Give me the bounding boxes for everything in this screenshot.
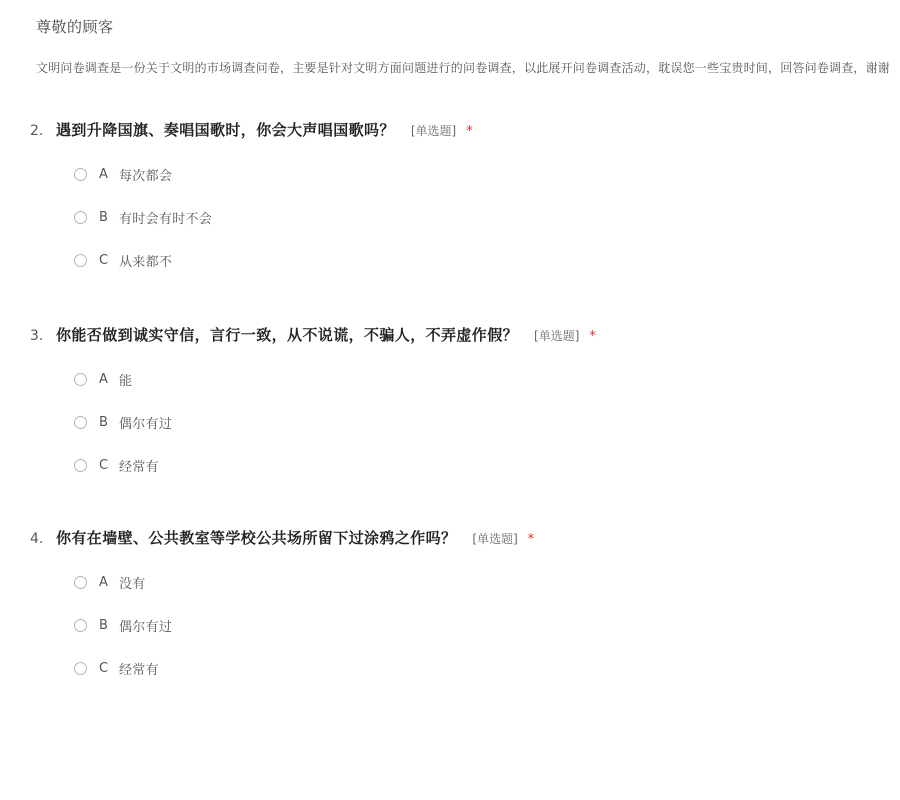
- question-type-label: [单选题]: [472, 531, 518, 546]
- option-letter: C: [99, 458, 109, 474]
- radio-icon[interactable]: [74, 662, 87, 675]
- survey-description: 文明问卷调查是一份关于文明的市场调查问卷，主要是针对文明方面问题进行的问卷调查，以此展开问卷调查活动，耽误您一些宝贵时间，回答问卷调查，谢谢: [36, 61, 891, 75]
- question-header: [30, 118, 900, 143]
- option-letter: A: [99, 167, 108, 183]
- option-letter: C: [99, 660, 109, 676]
- option-letter: B: [99, 617, 108, 633]
- question-type-label: [单选题]: [534, 328, 580, 343]
- option-list: [30, 550, 900, 682]
- option-letter: B: [99, 210, 108, 226]
- option-label: 没有: [119, 576, 146, 592]
- option-list: [30, 348, 900, 480]
- radio-icon[interactable]: [74, 459, 87, 472]
- radio-icon[interactable]: [74, 211, 87, 224]
- radio-icon[interactable]: [74, 416, 87, 429]
- option-label: 能: [119, 374, 133, 390]
- question-number: 2.: [30, 123, 44, 139]
- question-text: 你有在墙壁、公共教室等学校公共场所留下过涂鸦之作吗？: [56, 528, 457, 547]
- option-label: 从来都不: [119, 255, 173, 271]
- question-header: [30, 526, 900, 551]
- required-marker: *: [527, 531, 535, 547]
- option-row[interactable]: [74, 247, 900, 275]
- question-text: 遇到升降国旗、奏唱国歌时，你会大声唱国歌吗？: [56, 121, 395, 139]
- question-number: 3.: [30, 327, 44, 344]
- option-row[interactable]: [74, 452, 900, 480]
- question-number: 4.: [30, 530, 44, 547]
- required-marker: *: [466, 124, 473, 139]
- question-type-label: [单选题]: [410, 124, 457, 138]
- option-label: 经常有: [119, 460, 159, 476]
- radio-icon[interactable]: [74, 168, 87, 181]
- option-letter: B: [99, 415, 108, 431]
- option-list: [30, 143, 900, 275]
- option-label: 经常有: [119, 662, 159, 678]
- option-letter: A: [99, 574, 108, 590]
- radio-icon[interactable]: [74, 373, 87, 386]
- option-label: 偶尔有过: [119, 619, 173, 635]
- question-text: 你能否做到诚实守信，言行一致，从不说谎，不骗人，不弄虚作假？: [56, 325, 519, 344]
- option-row[interactable]: [74, 161, 900, 189]
- option-row[interactable]: [74, 204, 900, 232]
- option-row[interactable]: [74, 366, 900, 394]
- option-letter: A: [99, 372, 108, 388]
- option-letter: C: [99, 253, 109, 269]
- option-label: 每次都会: [119, 169, 173, 185]
- question-item: [0, 118, 900, 275]
- required-marker: *: [589, 328, 596, 344]
- page-title: 尊敬的顾客: [36, 18, 114, 36]
- radio-icon[interactable]: [74, 254, 87, 267]
- option-row[interactable]: [74, 611, 900, 639]
- question-list: [0, 76, 900, 682]
- question-item: [0, 526, 900, 683]
- option-label: 有时会有时不会: [119, 212, 213, 228]
- radio-icon[interactable]: [74, 576, 87, 589]
- radio-icon[interactable]: [74, 619, 87, 632]
- option-label: 偶尔有过: [119, 417, 173, 433]
- option-row[interactable]: [74, 654, 900, 682]
- option-row[interactable]: [74, 409, 900, 437]
- option-row[interactable]: [74, 568, 900, 596]
- question-header: [30, 323, 900, 348]
- question-item: [0, 323, 900, 480]
